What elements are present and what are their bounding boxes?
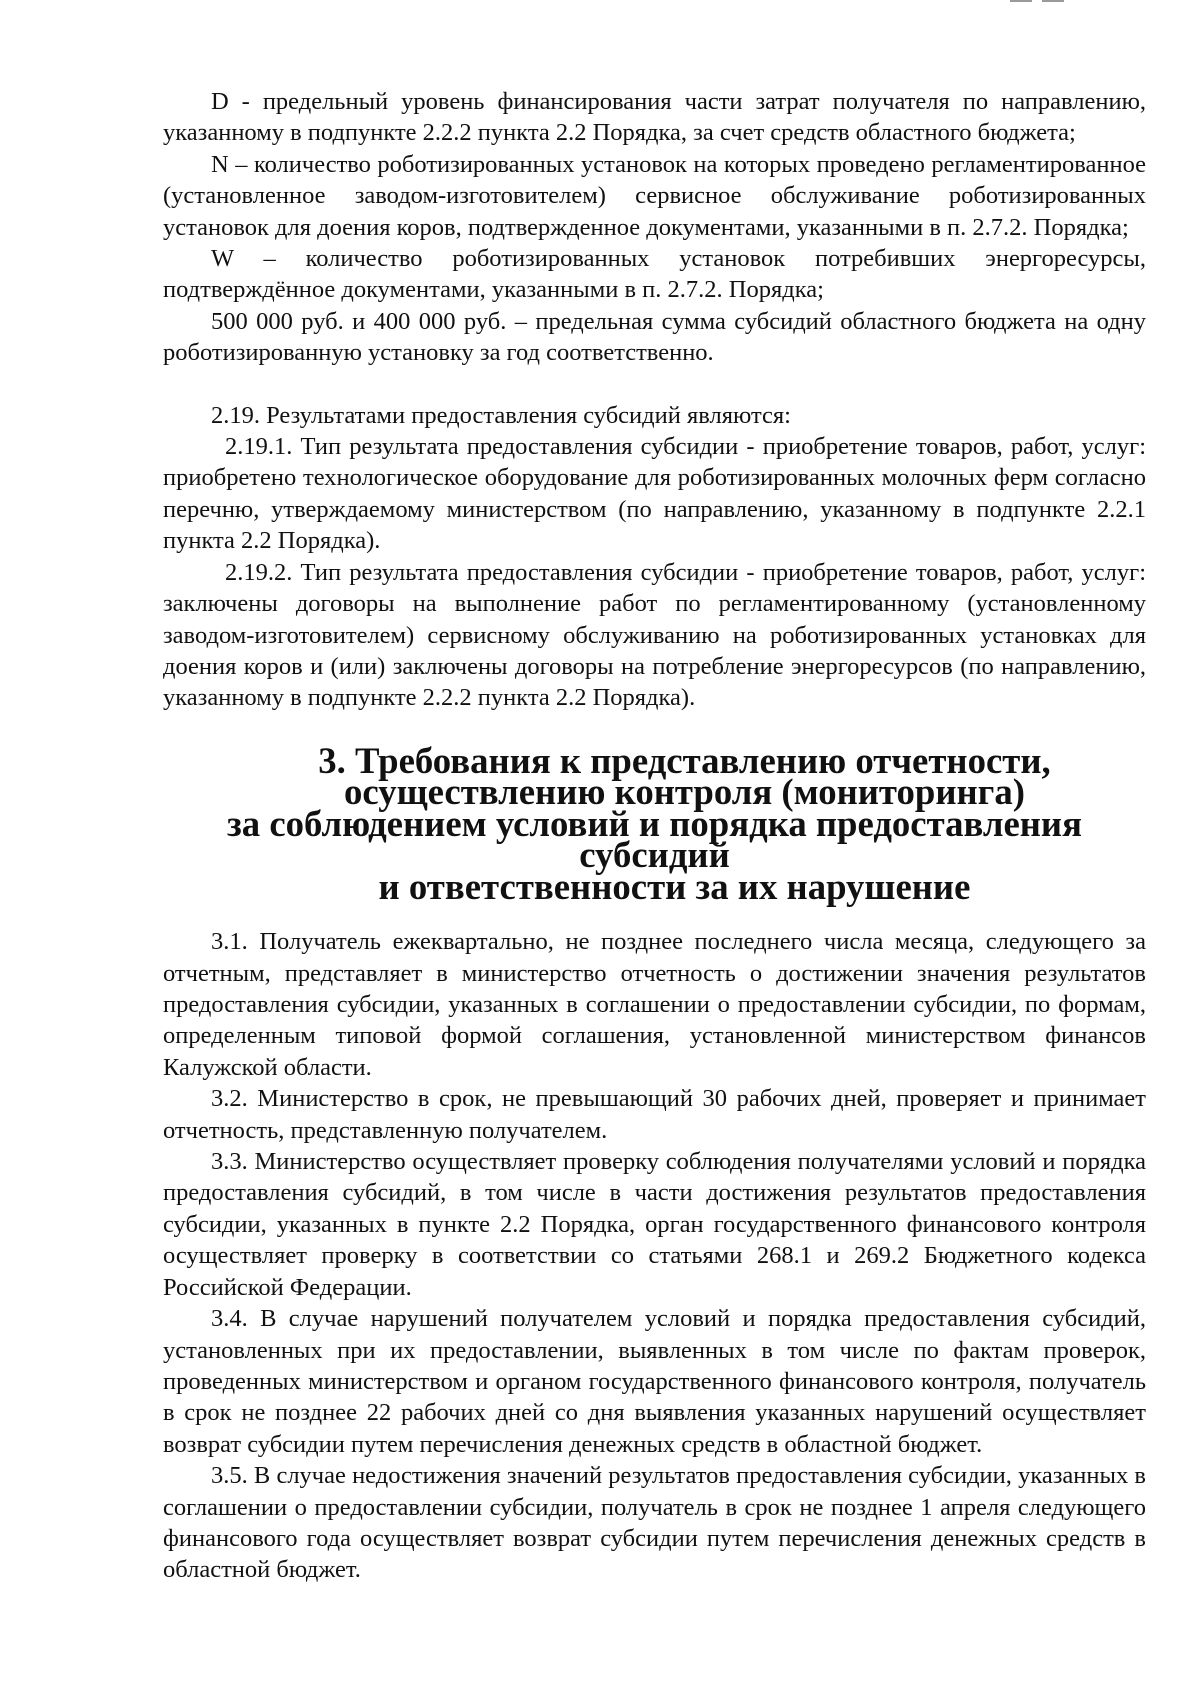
section-3-paragraph: 3.3. Министерство осуществляет проверку соблюдения получателями условий и порядка предоставления субсидий, в том числе в части достижения результатов предоставления субсидии, указанных в пункте 2.2 Порядка, орган государственного финансового контроля осуществляет проверку в соответствии со статьями 268.1 и 269.2 Бюджетного кодекса Российской Федерации. bbox=[163, 1148, 1146, 1301]
results-intro: 2.19. Результатами предоставления субсидий являются: bbox=[211, 401, 791, 429]
result-item: 2.19.2. Тип результата предоставления субсидии - приобретение товаров, работ, услуг: заключены договоры на выполнение работ по регламентированному (установленному заводом-изготовителем) сервисному обслуживанию на роботизированных установках для доения коров и (или) заключены договоры на потребление энергоресурсов (по направлению, указанному в подпункте 2.2.2 пункта 2.2 Порядка). bbox=[163, 558, 1146, 712]
document-page bbox=[163, 86, 1146, 1586]
subsidy-limit-paragraph: 500 000 руб. и 400 000 руб. – предельная сумма субсидий областного бюджета на одну роботизированную установку за год соответственно. bbox=[163, 307, 1146, 367]
heading-line: за соблюдением условий и порядка предоставления субсидий bbox=[227, 802, 1082, 876]
section-3-paragraph: 3.4. В случае нарушений получателем условий и порядка предоставления субсидий, установленных при их предоставлении, выявленных в том числе по фактам проверок, проведенных министерством и органом государственного финансового контроля, получатель в срок не позднее 22 рабочих дней со дня выявления указанных нарушений осуществляет возврат субсидии путем перечисления денежных средств в областной бюджет. bbox=[163, 1305, 1146, 1458]
section-3-paragraph: 3.5. В случае недостижения значений результатов предоставления субсидии, указанных в соглашении о предоставлении субсидии, получатель в срок не позднее 1 апреля следующего финансового года осуществляет возврат субсидии путем перечисления денежных средств в областной бюджет. bbox=[163, 1462, 1146, 1584]
heading-line: осуществлению контроля (мониторинга) bbox=[344, 771, 1025, 813]
definition-w: W – количество роботизированных установок потребивших энергоресурсы, подтверждённое документами, указанными в п. 2.7.2. Порядка; bbox=[163, 245, 1146, 304]
paragraph-gap bbox=[163, 369, 1146, 400]
heading-line: и ответственности за их нарушение bbox=[378, 865, 971, 907]
scan-mark bbox=[1010, 0, 1032, 2]
scan-mark bbox=[1042, 0, 1064, 2]
heading-line: 3. Требования к представлению отчетности, bbox=[318, 739, 1051, 781]
section-3-paragraph: 3.2. Министерство в срок, не превышающий 30 рабочих дней, проверяет и принимает отчетность, представленную получателем. bbox=[163, 1085, 1146, 1144]
definition-n: N – количество роботизированных установок на которых проведено регламентированное (установленное заводом-изготовителем) сервисное обслуживание роботизированных установок для доения коров, подтвержденное документами, указанными в п. 2.7.2. Порядка; bbox=[163, 150, 1146, 241]
result-item: 2.19.1. Тип результата предоставления субсидии - приобретение товаров, работ, услуг: приобретено технологическое оборудование для роботизированных молочных ферм согласно перечню, утверждаемому министерством (по направлению, указанному в подпункте 2.2.1 пункта 2.2 Порядка). bbox=[163, 433, 1146, 555]
section-3-paragraph: 3.1. Получатель ежеквартально, не позднее последнего числа месяца, следующего за отчетным, представляет в министерство отчетность о достижении значения результатов предоставления субсидии, указанных в соглашении о предоставлении субсидии, по формам, определенным типовой формой соглашения, установленной министерством финансов Калужской области. bbox=[163, 928, 1146, 1081]
section-3-heading bbox=[163, 739, 1146, 907]
definition-d: D - предельный уровень финансирования части затрат получателя по направлению, указанному в подпункте 2.2.2 пункта 2.2 Порядка, за счет средств областного бюджета; bbox=[163, 88, 1146, 147]
